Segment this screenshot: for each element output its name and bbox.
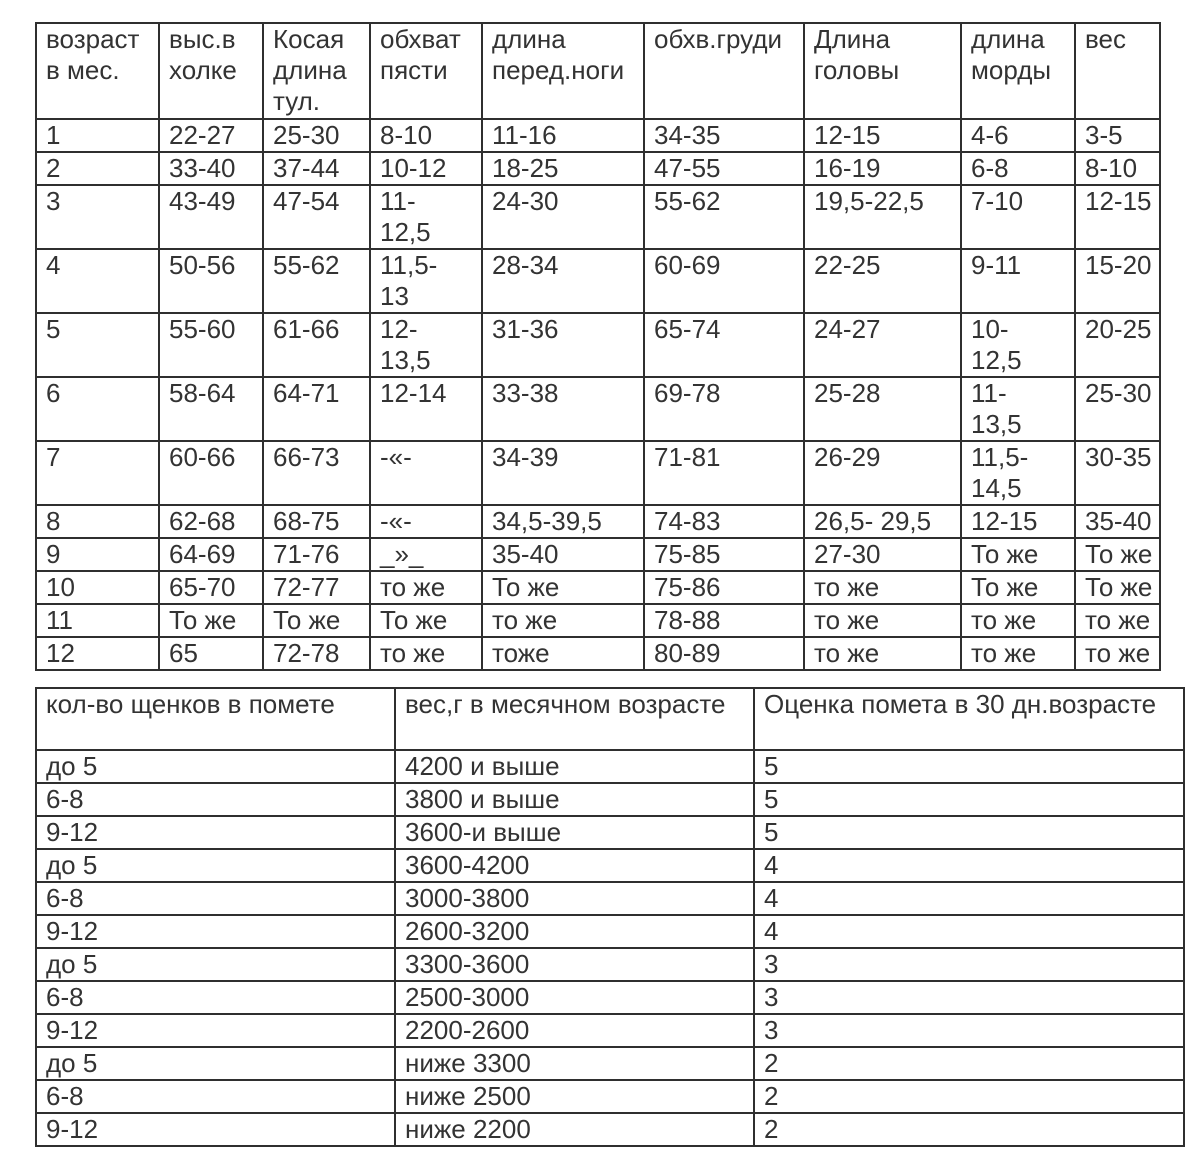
growth-table-cell: 8 [36,505,159,538]
litter-table-cell: 2600-3200 [395,915,754,948]
litter-table-cell: до 5 [36,849,395,882]
litter-table-cell: 6-8 [36,783,395,816]
litter-table-cell: 3 [754,1014,1184,1047]
growth-table-cell: тоже [482,637,644,670]
growth-table-cell: 80-89 [644,637,804,670]
growth-table-cell: 65-70 [159,571,263,604]
growth-table-cell: 3 [36,185,159,249]
growth-table-cell: 34-35 [644,119,804,152]
litter-table-cell: 4 [754,915,1184,948]
growth-table-cell: 11- 12,5 [370,185,482,249]
growth-table-cell: То же [263,604,370,637]
growth-table-cell: 47-55 [644,152,804,185]
litter-table-cell: 5 [754,750,1184,783]
growth-table-cell: 31-36 [482,313,644,377]
growth-table-cell: 69-78 [644,377,804,441]
growth-table-cell: 25-30 [263,119,370,152]
litter-table-row [36,1113,1184,1146]
litter-table-cell: 3 [754,981,1184,1014]
growth-table-cell: 27-30 [804,538,961,571]
litter-table-cell: 2200-2600 [395,1014,754,1047]
growth-table-cell: То же [961,538,1075,571]
litter-table-cell: до 5 [36,750,395,783]
growth-table-cell: 71-76 [263,538,370,571]
growth-table-cell: 43-49 [159,185,263,249]
litter-table-cell: ниже 2500 [395,1080,754,1113]
growth-table-cell: То же [1075,571,1160,604]
growth-table-cell: 8-10 [1075,152,1160,185]
litter-table-cell: 4 [754,849,1184,882]
growth-table-cell: 12-15 [961,505,1075,538]
growth-table-row [36,604,1160,637]
growth-table-cell: 20-25 [1075,313,1160,377]
growth-table-cell: 12 [36,637,159,670]
growth-table-cell: то же [804,637,961,670]
litter-table [35,687,1185,1147]
litter-table-cell: 9-12 [36,1014,395,1047]
litter-table-header [36,688,1184,750]
growth-table-row [36,377,1160,441]
growth-table-cell: 47-54 [263,185,370,249]
litter-table-header-cell: кол-во щенков в помете [36,688,395,750]
growth-table-cell: 61-66 [263,313,370,377]
growth-table-cell: 24-27 [804,313,961,377]
litter-table-cell: до 5 [36,1047,395,1080]
growth-table-cell: 7-10 [961,185,1075,249]
litter-table-header-cell: Оценка помета в 30 дн.возрасте [754,688,1184,750]
litter-table-cell: 4 [754,882,1184,915]
growth-table-header-cell: возраст в мес. [36,23,159,119]
growth-table-header-cell: вес [1075,23,1160,119]
litter-table-row [36,816,1184,849]
litter-table-row [36,1047,1184,1080]
growth-table-row [36,441,1160,505]
growth-table-cell: -«- [370,441,482,505]
litter-table-row [36,948,1184,981]
growth-table-cell: 55-62 [644,185,804,249]
growth-table-row [36,505,1160,538]
growth-table-cell: 7 [36,441,159,505]
litter-table-cell: до 5 [36,948,395,981]
growth-table-cell: 6 [36,377,159,441]
litter-table-row [36,915,1184,948]
growth-table-cell: 26-29 [804,441,961,505]
growth-table-row [36,119,1160,152]
litter-table-row [36,882,1184,915]
growth-table-cell: 74-83 [644,505,804,538]
growth-table-cell: то же [370,637,482,670]
growth-table-cell: 75-86 [644,571,804,604]
litter-table-cell: 3 [754,948,1184,981]
growth-table-cell: 33-40 [159,152,263,185]
growth-table-cell: 35-40 [1075,505,1160,538]
growth-table-cell: 60-66 [159,441,263,505]
growth-table-cell: 64-69 [159,538,263,571]
litter-table-cell: 6-8 [36,981,395,1014]
litter-table-row [36,981,1184,1014]
growth-table-cell: 10 [36,571,159,604]
growth-table-cell: 5 [36,313,159,377]
growth-table-cell: 60-69 [644,249,804,313]
growth-table-cell: 10- 12,5 [961,313,1075,377]
litter-table-cell: 2 [754,1080,1184,1113]
growth-table-row [36,185,1160,249]
growth-table-cell: 50-56 [159,249,263,313]
growth-table-body [36,119,1160,670]
litter-table-cell: 9-12 [36,1113,395,1146]
growth-table-cell: 55-62 [263,249,370,313]
litter-table-cell: 6-8 [36,882,395,915]
growth-table-cell: 28-34 [482,249,644,313]
litter-table-cell: 3600-и выше [395,816,754,849]
growth-table-header-cell: обхв.груди [644,23,804,119]
litter-table-cell: 2 [754,1113,1184,1146]
litter-table-row [36,849,1184,882]
growth-table-cell: 25-28 [804,377,961,441]
growth-table-row [36,152,1160,185]
growth-table-cell: 12-15 [1075,185,1160,249]
growth-table-cell: то же [482,604,644,637]
growth-table-cell: То же [482,571,644,604]
growth-table-cell: 16-19 [804,152,961,185]
growth-table-cell: 22-27 [159,119,263,152]
growth-table-header-cell: Длина головы [804,23,961,119]
litter-table-cell: 3000-3800 [395,882,754,915]
growth-table-cell: 11,5- 13 [370,249,482,313]
litter-table-cell: 5 [754,783,1184,816]
growth-table-cell: то же [961,604,1075,637]
growth-table-cell: 3-5 [1075,119,1160,152]
growth-table-header-cell: выс.в холке [159,23,263,119]
growth-table-cell: 65 [159,637,263,670]
litter-table-cell: 5 [754,816,1184,849]
growth-table-cell: то же [804,604,961,637]
growth-table-cell: 34,5-39,5 [482,505,644,538]
growth-table-cell: 26,5- 29,5 [804,505,961,538]
growth-table-cell: 72-77 [263,571,370,604]
litter-table-header-cell: вес,г в месячном возрасте [395,688,754,750]
litter-table-row [36,1014,1184,1047]
growth-table-cell: 11-16 [482,119,644,152]
growth-table-cell: 12- 13,5 [370,313,482,377]
growth-table-header-row [36,23,1160,119]
litter-table-cell: 3300-3600 [395,948,754,981]
litter-table-row [36,783,1184,816]
litter-table-cell: 3600-4200 [395,849,754,882]
growth-table-cell: 15-20 [1075,249,1160,313]
growth-table-cell: то же [1075,637,1160,670]
growth-table-cell: 9 [36,538,159,571]
growth-table-cell: 11 [36,604,159,637]
growth-table-cell: 6-8 [961,152,1075,185]
growth-table [35,22,1161,671]
growth-table-cell: 71-81 [644,441,804,505]
litter-table-cell: 2500-3000 [395,981,754,1014]
litter-table-row [36,1080,1184,1113]
growth-table-cell: 4-6 [961,119,1075,152]
growth-table-cell: 18-25 [482,152,644,185]
litter-table-cell: 2 [754,1047,1184,1080]
growth-table-cell: 10-12 [370,152,482,185]
growth-table-cell: 4 [36,249,159,313]
litter-table-header-row [36,688,1184,750]
growth-table-cell: 34-39 [482,441,644,505]
litter-table-cell: 9-12 [36,915,395,948]
growth-table-cell: 58-64 [159,377,263,441]
growth-table-header-cell: длина перед.ноги [482,23,644,119]
growth-table-cell: 1 [36,119,159,152]
growth-table-header-cell: длина морды [961,23,1075,119]
litter-table-cell: 3800 и выше [395,783,754,816]
growth-table-header-cell: Косая длина тул. [263,23,370,119]
growth-table-cell: 65-74 [644,313,804,377]
growth-table-cell: 66-73 [263,441,370,505]
litter-table-cell: 9-12 [36,816,395,849]
growth-table-row [36,637,1160,670]
growth-table-cell: То же [159,604,263,637]
growth-table-cell: _»_ [370,538,482,571]
growth-table-cell: 55-60 [159,313,263,377]
growth-table-cell: то же [961,637,1075,670]
growth-table-cell: -«- [370,505,482,538]
growth-table-cell: то же [370,571,482,604]
growth-table-cell: 12-14 [370,377,482,441]
growth-table-row [36,538,1160,571]
growth-table-row [36,571,1160,604]
growth-table-cell: 30-35 [1075,441,1160,505]
growth-table-cell: 8-10 [370,119,482,152]
growth-table-cell: 64-71 [263,377,370,441]
growth-table-cell: 75-85 [644,538,804,571]
growth-table-cell: 78-88 [644,604,804,637]
growth-table-cell: 35-40 [482,538,644,571]
growth-table-row [36,313,1160,377]
litter-table-cell: ниже 2200 [395,1113,754,1146]
growth-table-cell: 11- 13,5 [961,377,1075,441]
growth-table-cell: 22-25 [804,249,961,313]
growth-table-cell: 9-11 [961,249,1075,313]
growth-table-cell: 2 [36,152,159,185]
growth-table-cell: То же [370,604,482,637]
growth-table-cell: 37-44 [263,152,370,185]
litter-table-cell: ниже 3300 [395,1047,754,1080]
growth-table-cell: то же [804,571,961,604]
growth-table-cell: 68-75 [263,505,370,538]
growth-table-cell: 33-38 [482,377,644,441]
growth-table-cell: то же [1075,604,1160,637]
growth-table-cell: То же [1075,538,1160,571]
growth-table-cell: 24-30 [482,185,644,249]
growth-table-cell: 12-15 [804,119,961,152]
growth-table-cell: 11,5- 14,5 [961,441,1075,505]
litter-table-row [36,750,1184,783]
litter-table-cell: 4200 и выше [395,750,754,783]
litter-table-cell: 6-8 [36,1080,395,1113]
growth-table-cell: То же [961,571,1075,604]
growth-table-cell: 62-68 [159,505,263,538]
growth-table-cell: 25-30 [1075,377,1160,441]
growth-table-cell: 19,5-22,5 [804,185,961,249]
litter-table-body [36,750,1184,1146]
growth-table-header-cell: обхват пясти [370,23,482,119]
growth-table-row [36,249,1160,313]
growth-table-cell: 72-78 [263,637,370,670]
growth-table-header [36,23,1160,119]
